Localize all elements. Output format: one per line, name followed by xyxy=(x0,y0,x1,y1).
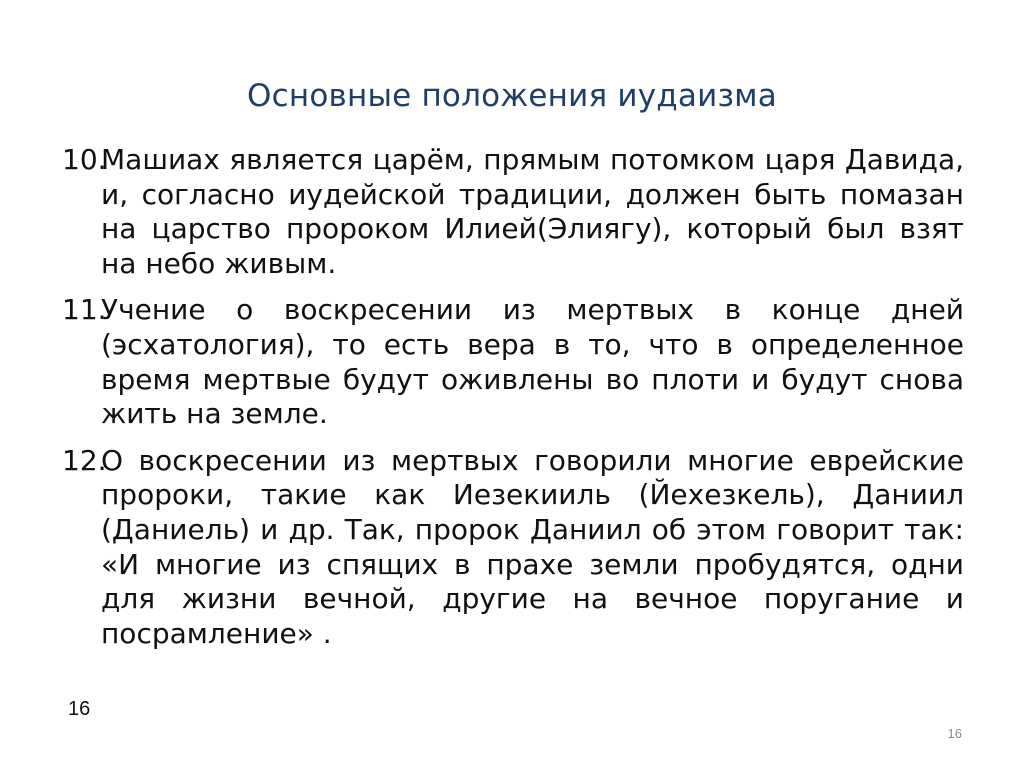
item-text: Машиах является царём, прямым потомком царя Давида, и, согласно иудейской традиции, должен быть помазан на царство пророком Илией(Элиягу), который был взят на небо живым. xyxy=(101,143,964,280)
list-item xyxy=(62,444,964,652)
page-number-left: 16 xyxy=(68,698,91,720)
item-number: 10. xyxy=(62,143,107,176)
item-number: 11. xyxy=(62,293,107,327)
item-text: О воскресении из мертвых говорили многие еврейские пророки, такие как Иезекииль (Йехезкель), Даниил (Даниель) и др. Так, пророк Даниил об этом говорит так: «И многие из спящих в прахе земли пробудятся, одни для жизни вечной, другие на вечное поругание и посрамление» . xyxy=(101,443,964,650)
item-text: Учение о воскресении из мертвых в конце дней (эсхатология), то есть вера в то, что в определенное время мертвые будут оживлены во плоти и будут снова жить на земле. xyxy=(101,293,964,431)
list-item xyxy=(62,293,964,431)
page-number-right: 16 xyxy=(947,726,962,741)
item-number: 12. xyxy=(62,443,107,477)
content-list xyxy=(62,143,964,663)
slide-title: Основные положения иудаизма xyxy=(247,78,777,114)
list-item xyxy=(62,143,964,281)
